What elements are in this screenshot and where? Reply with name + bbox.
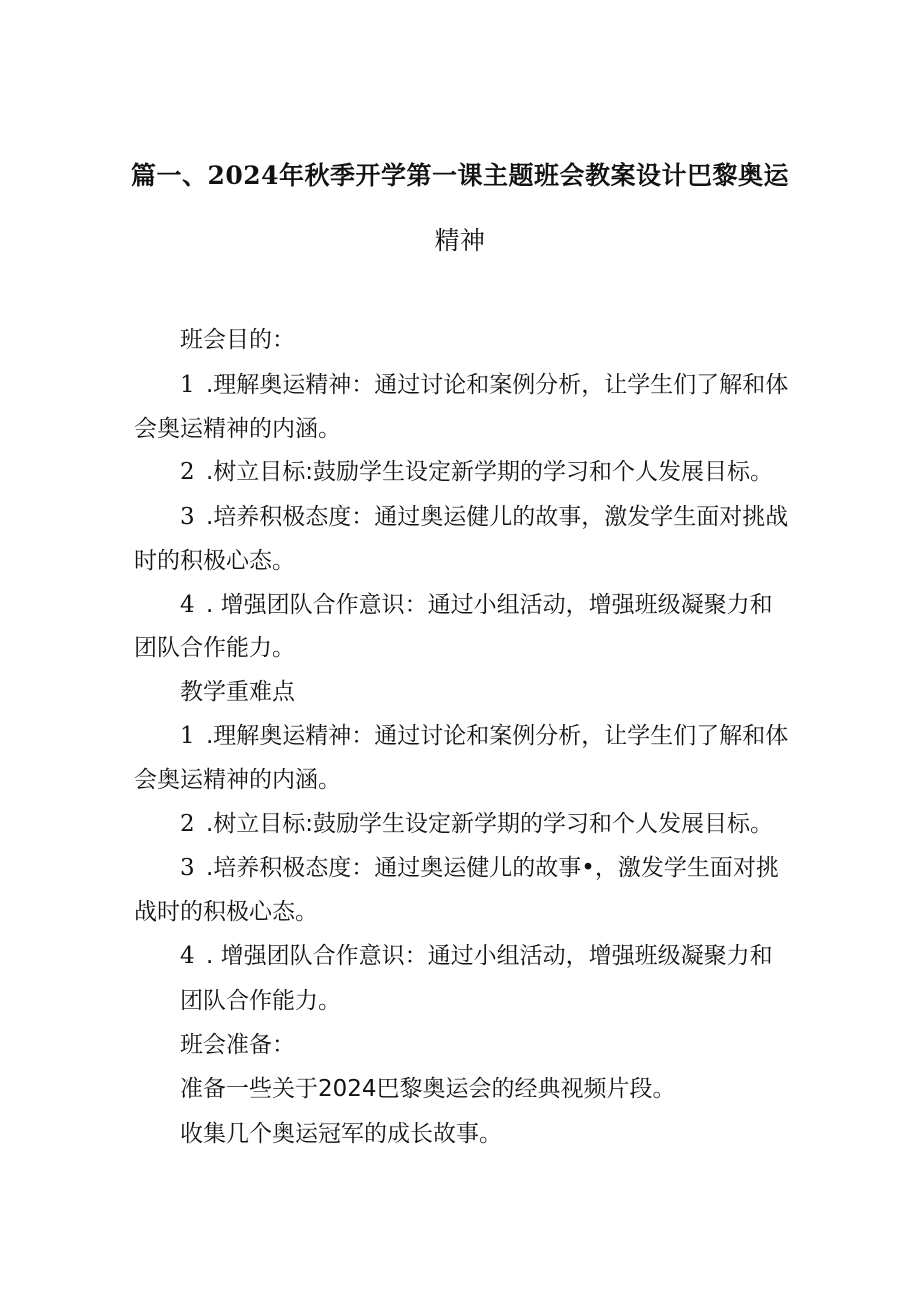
item-number: 4 (180, 943, 195, 969)
item-number: 4 (180, 592, 195, 618)
section-heading-key-points: 教学重难点 (180, 679, 295, 705)
item-number: 2 (180, 811, 195, 837)
key-point-item-1 (180, 721, 788, 751)
item-text: .培养积极态度：通过奥运健儿的故事•，激发学生面对挑 (206, 855, 779, 881)
key-point-item-2 (180, 809, 773, 839)
key-point-item-4 (180, 941, 773, 971)
preparation-line-2: 收集几个奥运冠军的成长故事。 (180, 1121, 502, 1147)
item-text: . 增强团队合作意识：通过小组活动，增强班级凝聚力和 (206, 943, 773, 969)
goal-item-3 (180, 502, 788, 532)
title-line-2: 精神 (434, 226, 486, 255)
section-heading-preparation: 班会准备： (180, 1032, 295, 1058)
goal-item-4 (180, 590, 773, 620)
item-number: 3 (180, 504, 195, 530)
key-point-item-1-continuation: 会奥运精神的内涵。 (134, 767, 341, 793)
title-line-1: 篇一、2024年秋季开学第一课主题班会教案设计巴黎奥运 (130, 161, 790, 190)
item-text: .理解奥运精神：通过讨论和案例分析，让学生们了解和体 (206, 723, 789, 749)
item-text: .树立目标:鼓励学生设定新学期的学习和个人发展目标。 (206, 459, 774, 485)
key-point-item-4-continuation: 团队合作能力。 (180, 988, 341, 1014)
goal-item-1 (180, 370, 788, 400)
item-text: . 增强团队合作意识：通过小组活动，增强班级凝聚力和 (206, 592, 773, 618)
key-point-item-3 (180, 853, 779, 883)
item-text: .理解奥运精神：通过讨论和案例分析，让学生们了解和体 (206, 372, 789, 398)
goal-item-2 (180, 457, 773, 487)
section-heading-goals: 班会目的： (180, 327, 295, 353)
goal-item-4-continuation: 团队合作能力。 (134, 635, 295, 661)
item-number: 2 (180, 459, 195, 485)
item-text: .树立目标:鼓励学生设定新学期的学习和个人发展目标。 (206, 811, 774, 837)
item-text: .培养积极态度：通过奥运健儿的故事，激发学生面对挑战 (206, 504, 789, 530)
item-number: 1 (180, 372, 195, 398)
goal-item-3-continuation: 时的积极心态。 (134, 548, 295, 574)
preparation-line-1: 准备一些关于2024巴黎奥运会的经典视频片段。 (180, 1076, 676, 1102)
goal-item-1-continuation: 会奥运精神的内涵。 (134, 416, 341, 442)
item-number: 1 (180, 723, 195, 749)
key-point-item-3-continuation: 战时的积极心态。 (134, 899, 318, 925)
item-number: 3 (180, 855, 195, 881)
